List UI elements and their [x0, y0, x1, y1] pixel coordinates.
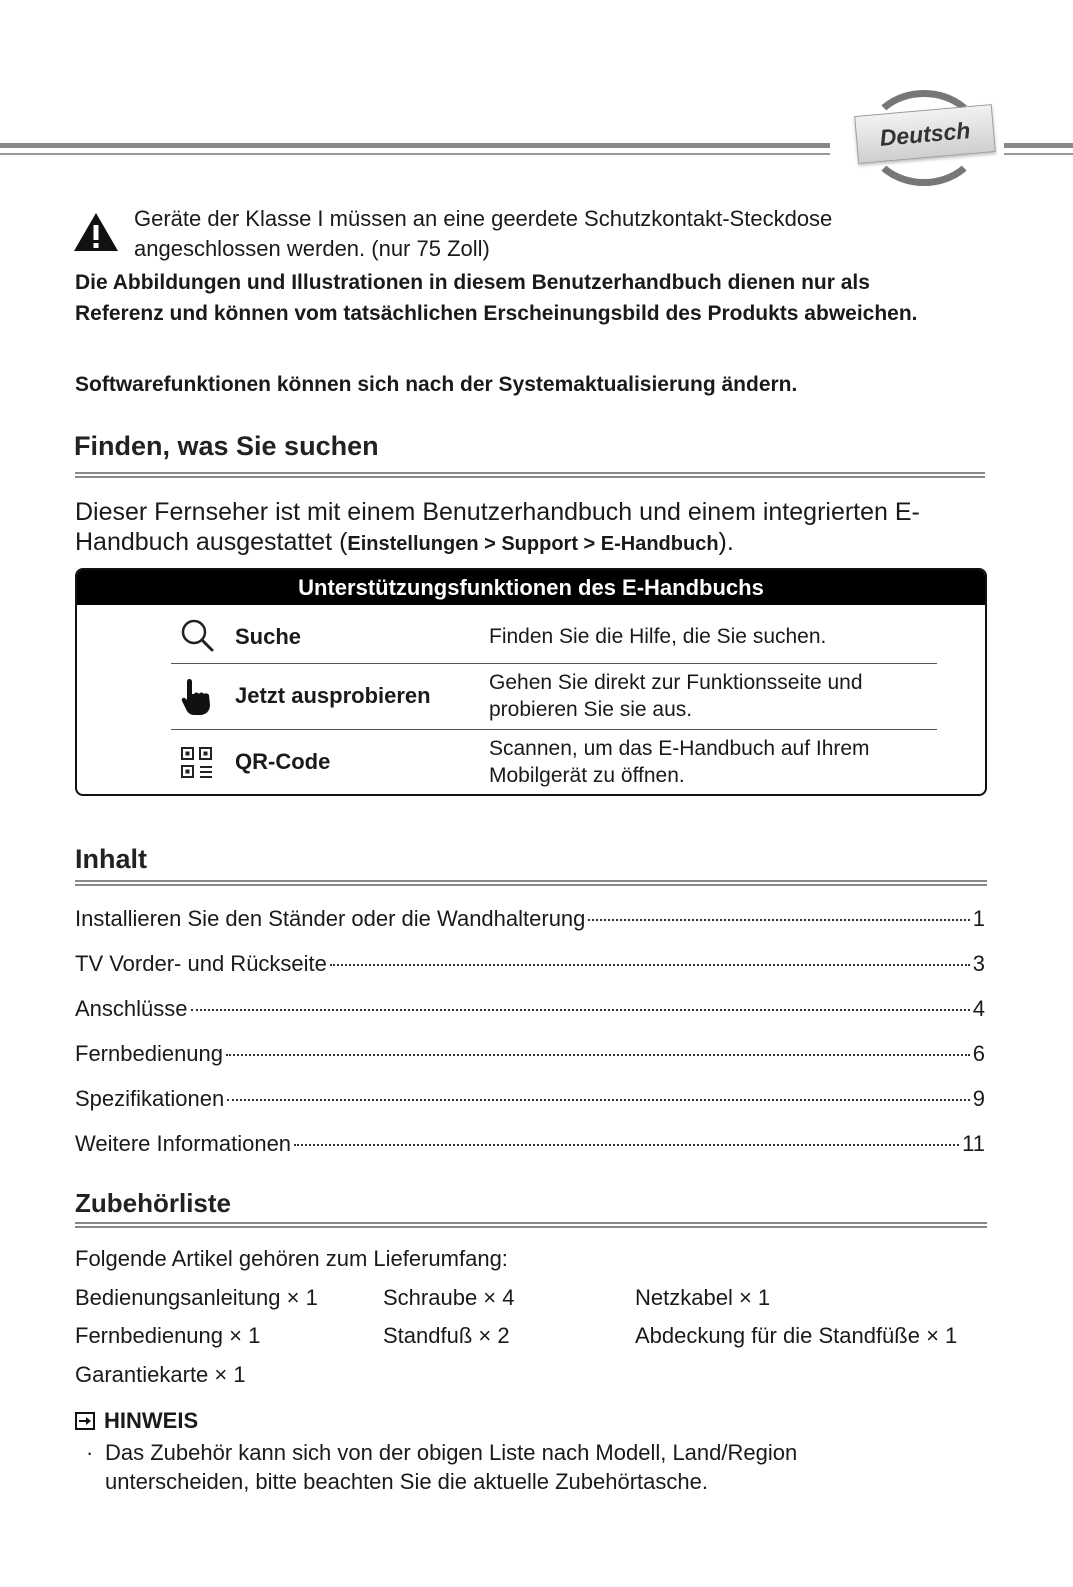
toc-item-page: 4 [972, 996, 985, 1021]
toc-leader [294, 1144, 959, 1146]
note-text [86, 1438, 986, 1496]
accessory-item: Standfuß × 2 [383, 1323, 510, 1348]
toc-item-page: 1 [972, 906, 985, 931]
support-row-try-now [171, 663, 937, 730]
note-bullet: · [86, 1440, 94, 1465]
toc-item-page: 6 [972, 1041, 985, 1066]
toc-leader [330, 964, 970, 966]
find-section-title: Finden, was Sie suchen [74, 431, 379, 461]
support-label-try-now: Jetzt ausprobieren [235, 683, 431, 708]
find-intro-end: ). [718, 528, 734, 556]
header-rule-left [0, 143, 830, 148]
accessory-item: Abdeckung für die Standfüße × 1 [635, 1323, 958, 1348]
find-intro [75, 497, 1005, 559]
support-desc-qr-code: Scannen, um das E-Handbuch auf Ihrem Mobilgerät zu öffnen. [489, 737, 870, 787]
toc-item-label: Weitere Informationen [75, 1131, 292, 1156]
language-badge [852, 88, 1000, 188]
toc-leader [226, 1054, 970, 1056]
accessory-item: Garantiekarte × 1 [75, 1362, 246, 1387]
toc-item[interactable] [75, 1131, 985, 1157]
header-rule-right-thin [1004, 153, 1073, 155]
toc-item-page: 9 [972, 1086, 985, 1111]
disclaimer-illustrations: Die Abbildungen und Illustrationen in diesem Benutzerhandbuch dienen nur als Referenz und können vom tatsächlichen Erscheinungsbild des Produkts abweichen. [75, 271, 918, 325]
language-label: Deutsch [854, 104, 996, 164]
warning-triangle-icon [73, 211, 119, 253]
contents-title: Inhalt [75, 844, 147, 874]
toc-item[interactable] [75, 951, 985, 977]
header-rule-right [1004, 143, 1073, 148]
note-body: Das Zubehör kann sich von der obigen Liste nach Modell, Land/Region unterscheiden, bitte beachten Sie die aktuelle Zubehörtasche. [105, 1440, 798, 1494]
find-title-rule [75, 472, 985, 478]
note-heading-text: HINWEIS [104, 1408, 199, 1433]
accessory-item: Schraube × 4 [383, 1285, 515, 1310]
toc-item-page: 3 [972, 951, 985, 976]
support-functions-table [75, 568, 987, 796]
support-desc-try-now: Gehen Sie direkt zur Funktionsseite und probieren Sie sie aus. [489, 671, 863, 721]
support-label-qr-code: QR-Code [235, 749, 331, 774]
settings-path: Einstellungen > Support > E-Handbuch [347, 533, 719, 555]
disclaimer-software: Softwarefunktionen können sich nach der Systemaktualisierung ändern. [75, 373, 798, 396]
toc-item-label: Fernbedienung [75, 1041, 224, 1066]
contents-title-rule [75, 880, 987, 886]
pointing-hand-icon [179, 677, 215, 717]
toc-item-page: 11 [962, 1131, 985, 1156]
accessories-intro: Folgende Artikel gehören zum Lieferumfang: [75, 1246, 508, 1271]
note-arrow-icon [75, 1412, 95, 1430]
toc-item-label: Anschlüsse [75, 996, 188, 1021]
toc-item-label: Spezifikationen [75, 1086, 225, 1111]
support-table-heading: Unterstützungsfunktionen des E-Handbuchs [77, 570, 985, 605]
toc-item[interactable] [75, 906, 985, 932]
note-heading [75, 1408, 198, 1434]
toc-leader [227, 1099, 970, 1101]
toc-item[interactable] [75, 996, 985, 1022]
find-intro-text: Dieser Fernseher ist mit einem Benutzerhandbuch und einem integrierten E-Handbuch ausgestattet ( [75, 498, 920, 556]
toc-item-label: TV Vorder- und Rückseite [75, 951, 327, 976]
support-row-qr-code [171, 729, 937, 795]
toc-item[interactable] [75, 1041, 985, 1067]
accessory-item: Netzkabel × 1 [635, 1285, 771, 1310]
accessories-title: Zubehörliste [75, 1188, 232, 1218]
toc-item[interactable] [75, 1086, 985, 1112]
toc-item-label: Installieren Sie den Ständer oder die Wandhalterung [75, 906, 586, 931]
support-label-search: Suche [235, 624, 302, 649]
support-desc-search: Finden Sie die Hilfe, die Sie suchen. [489, 625, 827, 648]
warning-text: Geräte der Klasse I müssen an eine geerdete Schutzkontakt-Steckdose angeschlossen werden. (nur 75 Zoll) [134, 206, 833, 261]
accessory-item: Bedienungsanleitung × 1 [75, 1285, 318, 1310]
toc-leader [191, 1009, 970, 1011]
accessory-item: Fernbedienung × 1 [75, 1323, 261, 1348]
accessories-title-rule [75, 1222, 987, 1228]
support-row-search [171, 605, 937, 664]
qr-code-icon [179, 745, 215, 781]
magnifier-icon [179, 617, 215, 653]
header-rule-left-thin [0, 153, 830, 155]
toc-leader [588, 919, 969, 921]
